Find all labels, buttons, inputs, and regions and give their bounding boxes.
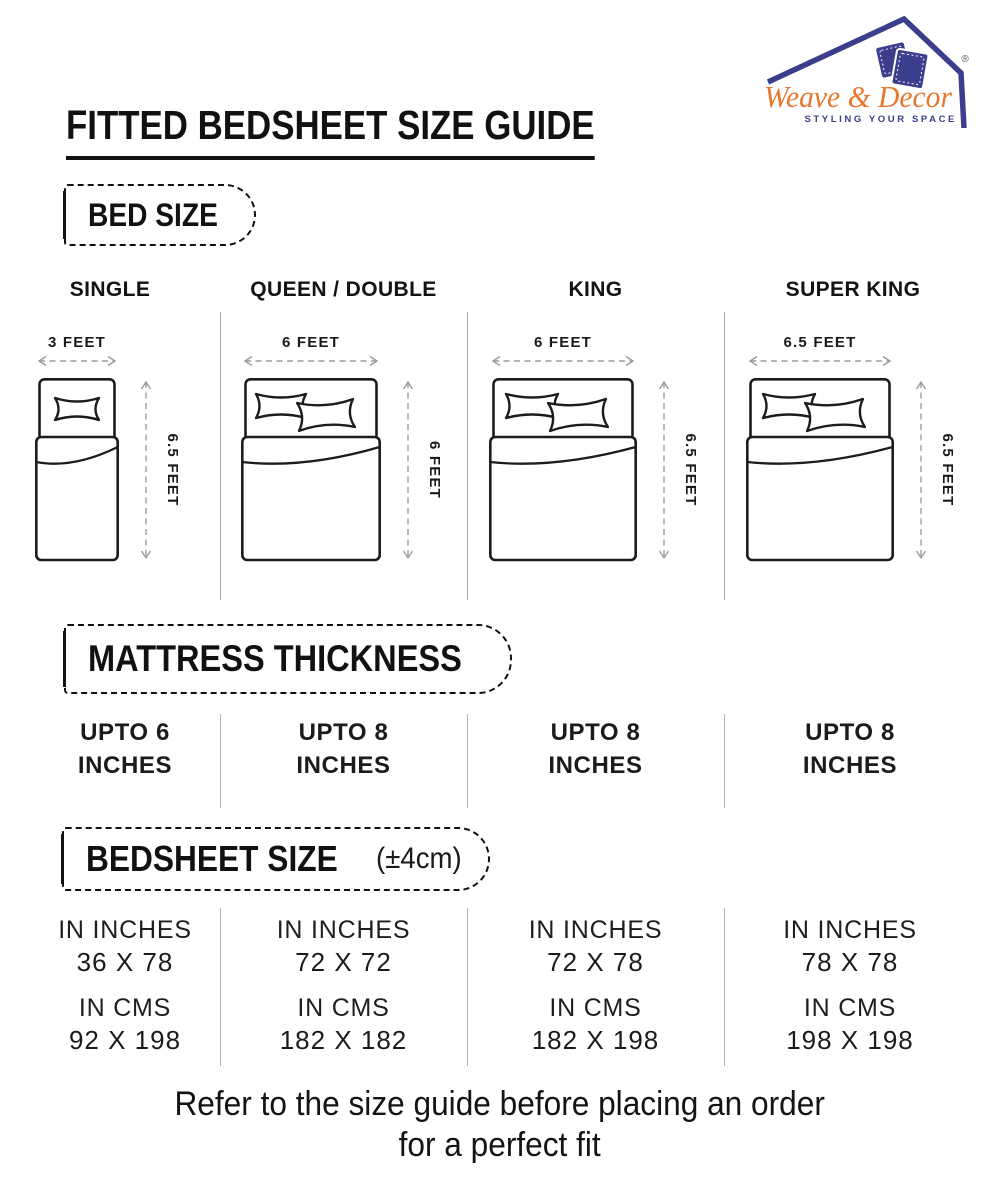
brand-tagline: STYLING YOUR SPACE — [804, 114, 957, 125]
mattress-thickness-super-king — [724, 700, 976, 812]
pillow-icon — [805, 399, 865, 431]
inches-label: IN INCHES — [528, 916, 663, 944]
width-arrow — [245, 357, 377, 366]
king-bed-diagram — [489, 334, 703, 574]
footer-line-1: Refer to the size guide before placing an order — [174, 1085, 826, 1123]
mattress-thickness-badge — [64, 624, 512, 694]
bedsheet-size-super-king — [724, 903, 976, 1071]
bed-icon — [36, 379, 117, 560]
mattress-thickness-single — [30, 700, 220, 812]
cms-value: 198 X 198 — [786, 1025, 914, 1055]
super-king-bed-diagram — [746, 334, 960, 574]
registered-mark: ® — [961, 54, 969, 65]
cms-label: IN CMS — [549, 994, 642, 1022]
cms-value: 182 X 182 — [279, 1025, 408, 1055]
mattress-thickness-queen-double — [220, 700, 467, 812]
bed-column-queen-double — [220, 278, 467, 618]
bed-size-row — [0, 278, 1000, 618]
inches-label: IN INCHES — [276, 916, 411, 944]
width-dimension-label: 6 FEET — [533, 334, 592, 351]
cms-label: IN CMS — [78, 994, 172, 1022]
height-arrow — [403, 382, 412, 558]
bedsheet-size-badge-label: BEDSHEET SIZE — [86, 838, 338, 879]
bed-column-king — [467, 278, 724, 618]
cms-label: IN CMS — [297, 994, 390, 1022]
thickness-line: UPTO 6 — [80, 719, 170, 746]
bed-size-badge-label: BED SIZE — [88, 196, 218, 233]
pillow-icon — [548, 399, 608, 431]
bed-name: QUEEN / DOUBLE — [250, 278, 437, 301]
thickness-line: UPTO 8 — [298, 719, 389, 746]
single-bed-diagram — [35, 334, 185, 574]
inches-value: 36 X 78 — [76, 947, 174, 977]
bedsheet-size-single — [30, 903, 220, 1071]
bed-icon — [490, 379, 635, 560]
pillow-icon — [55, 398, 99, 420]
height-arrow — [917, 382, 926, 558]
inches-value: 72 X 72 — [295, 947, 392, 977]
cms-label: IN CMS — [803, 994, 897, 1022]
cms-value: 92 X 198 — [68, 1025, 182, 1055]
bed-icon — [747, 379, 892, 560]
thickness-line: INCHES — [77, 752, 173, 779]
pillow-icon — [297, 399, 355, 431]
bedsheet-size-king — [467, 903, 724, 1071]
height-dimension-label: 6.5 FEET — [939, 433, 956, 507]
height-arrow — [659, 382, 668, 558]
height-dimension-label: 6.5 FEET — [164, 433, 181, 507]
height-dimension-label: 6.5 FEET — [681, 433, 699, 507]
thickness-line: INCHES — [802, 752, 898, 779]
width-dimension-label: 6 FEET — [281, 334, 340, 351]
height-dimension-label: 6 FEET — [425, 440, 443, 500]
inches-label: IN INCHES — [58, 916, 192, 944]
inches-value: 72 X 78 — [547, 947, 644, 977]
cms-value: 182 X 198 — [531, 1025, 660, 1055]
width-dimension-label: 3 FEET — [47, 334, 107, 351]
width-arrow — [39, 357, 115, 366]
thickness-line: INCHES — [548, 752, 643, 779]
page-title: FITTED BEDSHEET SIZE GUIDE — [66, 102, 595, 160]
bedsheet-size-badge — [62, 827, 490, 891]
bed-size-badge — [64, 184, 256, 246]
thickness-line: UPTO 8 — [550, 719, 641, 746]
width-dimension-label: 6.5 FEET — [783, 334, 857, 351]
bedsheet-size-queen-double — [220, 903, 467, 1071]
inches-label: IN INCHES — [783, 916, 917, 944]
thickness-line: UPTO 8 — [805, 719, 895, 746]
width-arrow — [493, 357, 633, 366]
bed-name: SUPER KING — [785, 278, 921, 301]
inches-value: 78 X 78 — [801, 947, 899, 977]
bed-column-super-king — [724, 278, 982, 618]
queen-bed-diagram — [241, 334, 447, 574]
mattress-thickness-row — [0, 700, 1000, 812]
brand-logo-graphic — [758, 10, 980, 132]
bed-icon — [242, 379, 379, 560]
footer-line-2: for a perfect fit — [398, 1126, 602, 1164]
brand-name: Weave & Decor — [764, 79, 953, 114]
bed-column-single — [0, 278, 220, 618]
width-arrow — [750, 357, 890, 366]
mattress-thickness-badge-label: MATTRESS THICKNESS — [88, 638, 462, 679]
bedsheet-tolerance-label: (±4cm) — [376, 842, 462, 875]
bedsheet-size-row — [0, 903, 1000, 1071]
bed-name: SINGLE — [69, 278, 151, 301]
thickness-line: INCHES — [296, 752, 391, 779]
height-arrow — [142, 382, 151, 558]
brand-logo — [758, 10, 980, 132]
footer-note — [0, 1084, 1000, 1166]
mattress-thickness-king — [467, 700, 724, 812]
bed-name: KING — [568, 278, 623, 301]
